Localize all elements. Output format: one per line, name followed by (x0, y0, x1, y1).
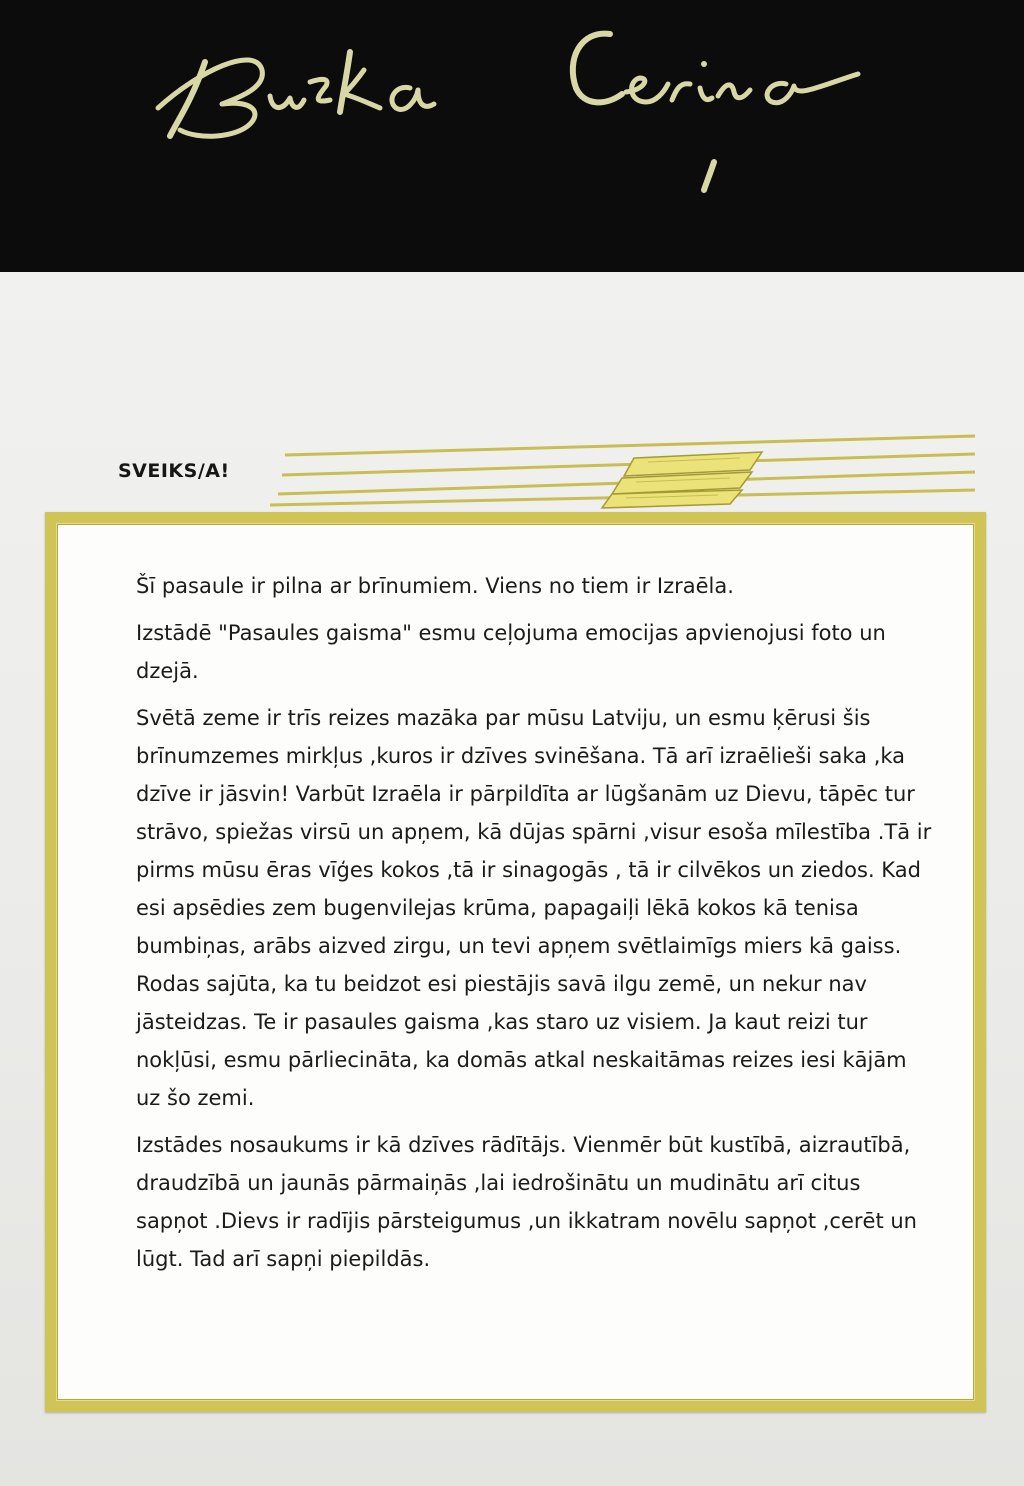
body-text (136, 567, 936, 1287)
paragraph-closing: Izstādes nosaukums ir kā dzīves rādītājs. Vienmēr būt kustībā, aizrautībā, draudzībā un jaunās pārmaiņās ,lai iedrošinātu un mudinātu arī citus sapņot .Dievs ir radījis pārsteigumus ,un ikkatram novēlu sapņot ,cerēt un lūgt. Tad arī sapņi piepildās. (136, 1133, 917, 1271)
greeting-heading: SVEIKS/A! (118, 460, 230, 482)
paragraph-intro: Šī pasaule ir pilna ar brīnumiem. Viens no tiem ir Izraēla. (136, 574, 734, 598)
text-frame (45, 512, 986, 1412)
paragraph-exhibition: Izstādē "Pasaules gaisma" esmu ceļojuma emocijas apvienojusi foto un dzejā. (136, 621, 886, 683)
handwritten-signature (0, 0, 1024, 272)
paragraph-holy-land: Svētā zeme ir trīs reizes mazāka par mūsu Latviju, un esmu ķērusi šis brīnumzemes mirkļus ,kuros ir dzīves svinēšana. Tā arī izraēlieši saka ,ka dzīve ir jāsvin! Varbūt Izraēla ir pārpildīta ar lūgšanām uz Dievu, tāpēc tur strāvo, spiežas virsū un apņem, kā dūjas spārni ,visur esoša mīlestība .Tā ir pirms mūsu ēras vīģes kokos ,tā ir sinagogās , tā ir cilvēkos un ziedos. Kad esi apsēdies zem bugenvilejas krūma, papagaiļi lēkā kokos kā tenisa bumbiņas, arābs aizved zirgu, un tevi apņem svētlaimīgs miers kā gaiss. Rodas sajūta, ka tu beidzot esi piestājis savā ilgu zemē, un nekur nav jāsteidzas. Te ir pasaules gaisma ,kas staro uz visiem. Ja kaut reizi tur nokļūsi, esmu pārliecināta, ka domās atkal neskaitāmas reizes iesi kājām uz šo zemi. (136, 706, 932, 1110)
